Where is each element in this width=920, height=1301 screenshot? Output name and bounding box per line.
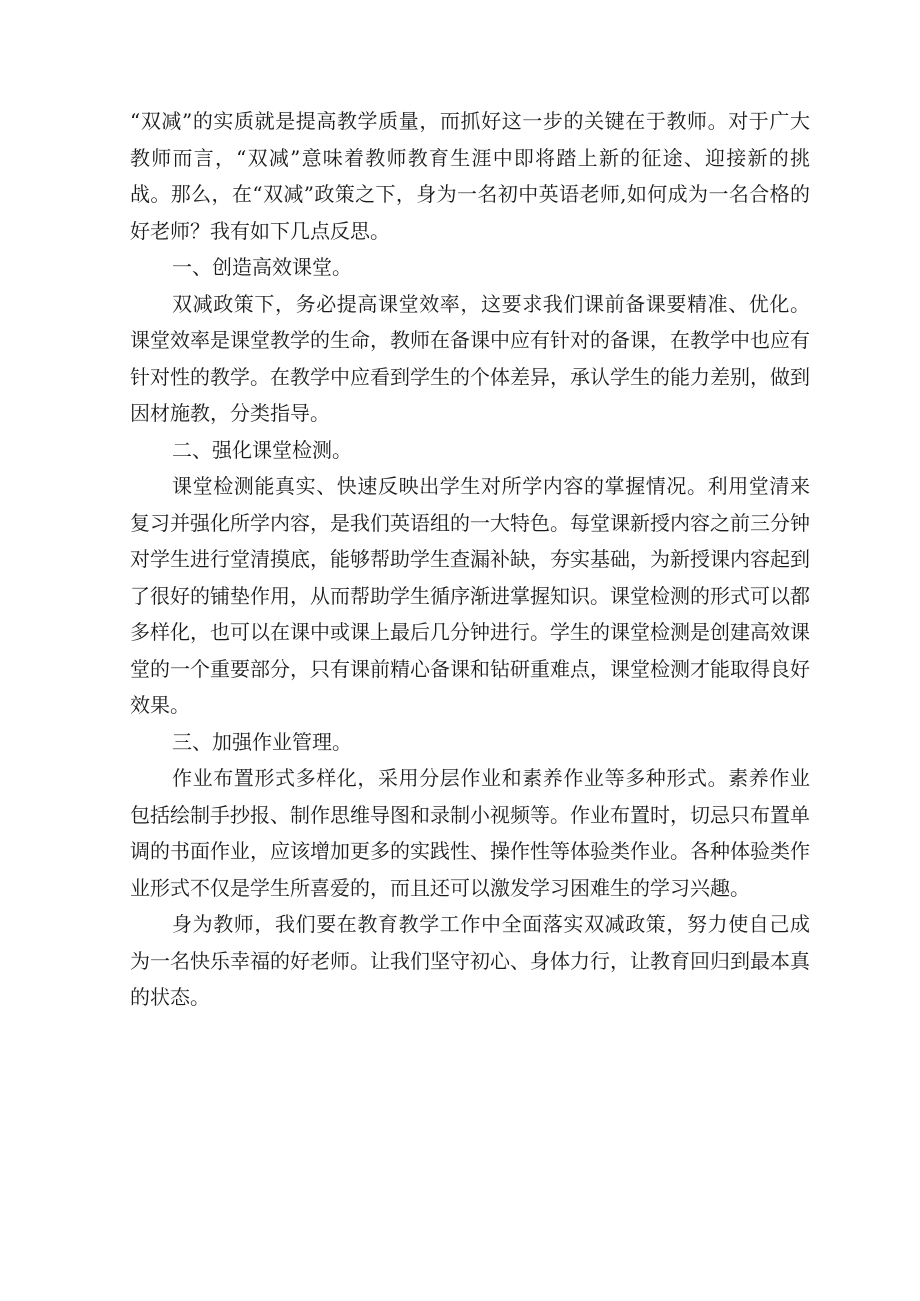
section-3-paragraph: 作业布置形式多样化，采用分层作业和素养作业等多种形式。素养作业包括绘制手抄报、制作思维导图和录制小视频等。作业布置时，切忌只布置单调的书面作业，应该增加更多的实践性、操作性等体验类作业。各种体验类作业形式不仅是学生所喜爱的，而且还可以激发学习困难生的学习兴趣。 bbox=[130, 766, 810, 900]
section-heading-1: 一、创造高效课堂。 bbox=[172, 255, 352, 279]
section-2-paragraph: 课堂检测能真实、快速反映出学生对所学内容的掌握情况。利用堂清来复习并强化所学内容，是我们英语组的一大特色。每堂课新授内容之前三分钟对学生进行堂清摸底，能够帮助学生查漏补缺，夯实基础，为新授课内容起到了很好的铺垫作用，从而帮助学生循序渐进掌握知识。课堂检测的形式可以都多样化，也可以在课中或课上最后几分钟进行。学生的课堂检测是创建高效课堂的一个重要部分，只有课前精心备课和钻研重难点，课堂检测才能取得良好效果。 bbox=[130, 474, 810, 717]
section-heading-3: 三、加强作业管理。 bbox=[172, 729, 352, 754]
intro-paragraph: “双减”的实质就是提高教学质量，而抓好这一步的关键在于教师。对于广大教师而言，“双减”意味着教师教育生涯中即将踏上新的征途、迎接新的挑战。那么，在“双减”政策之下，身为一名初中英语老师,如何成为一名合格的好老师？我有如下几点反思。 bbox=[130, 109, 810, 243]
section-1-paragraph: 双减政策下，务必提高课堂效率，这要求我们课前备课要精准、优化。课堂效率是课堂教学的生命，教师在备课中应有针对的备课，在教学中也应有针对性的教学。在教学中应看到学生的个体差异，承认学生的能力差别，做到因材施教，分类指导。 bbox=[130, 291, 810, 425]
section-heading-2: 二、强化课堂检测。 bbox=[172, 437, 352, 462]
document-page bbox=[130, 103, 810, 1016]
closing-paragraph: 身为教师，我们要在教育教学工作中全面落实双减政策，努力使自己成为一名快乐幸福的好老师。让我们坚守初心、身体力行，让教育回归到最本真的状态。 bbox=[130, 912, 810, 1009]
